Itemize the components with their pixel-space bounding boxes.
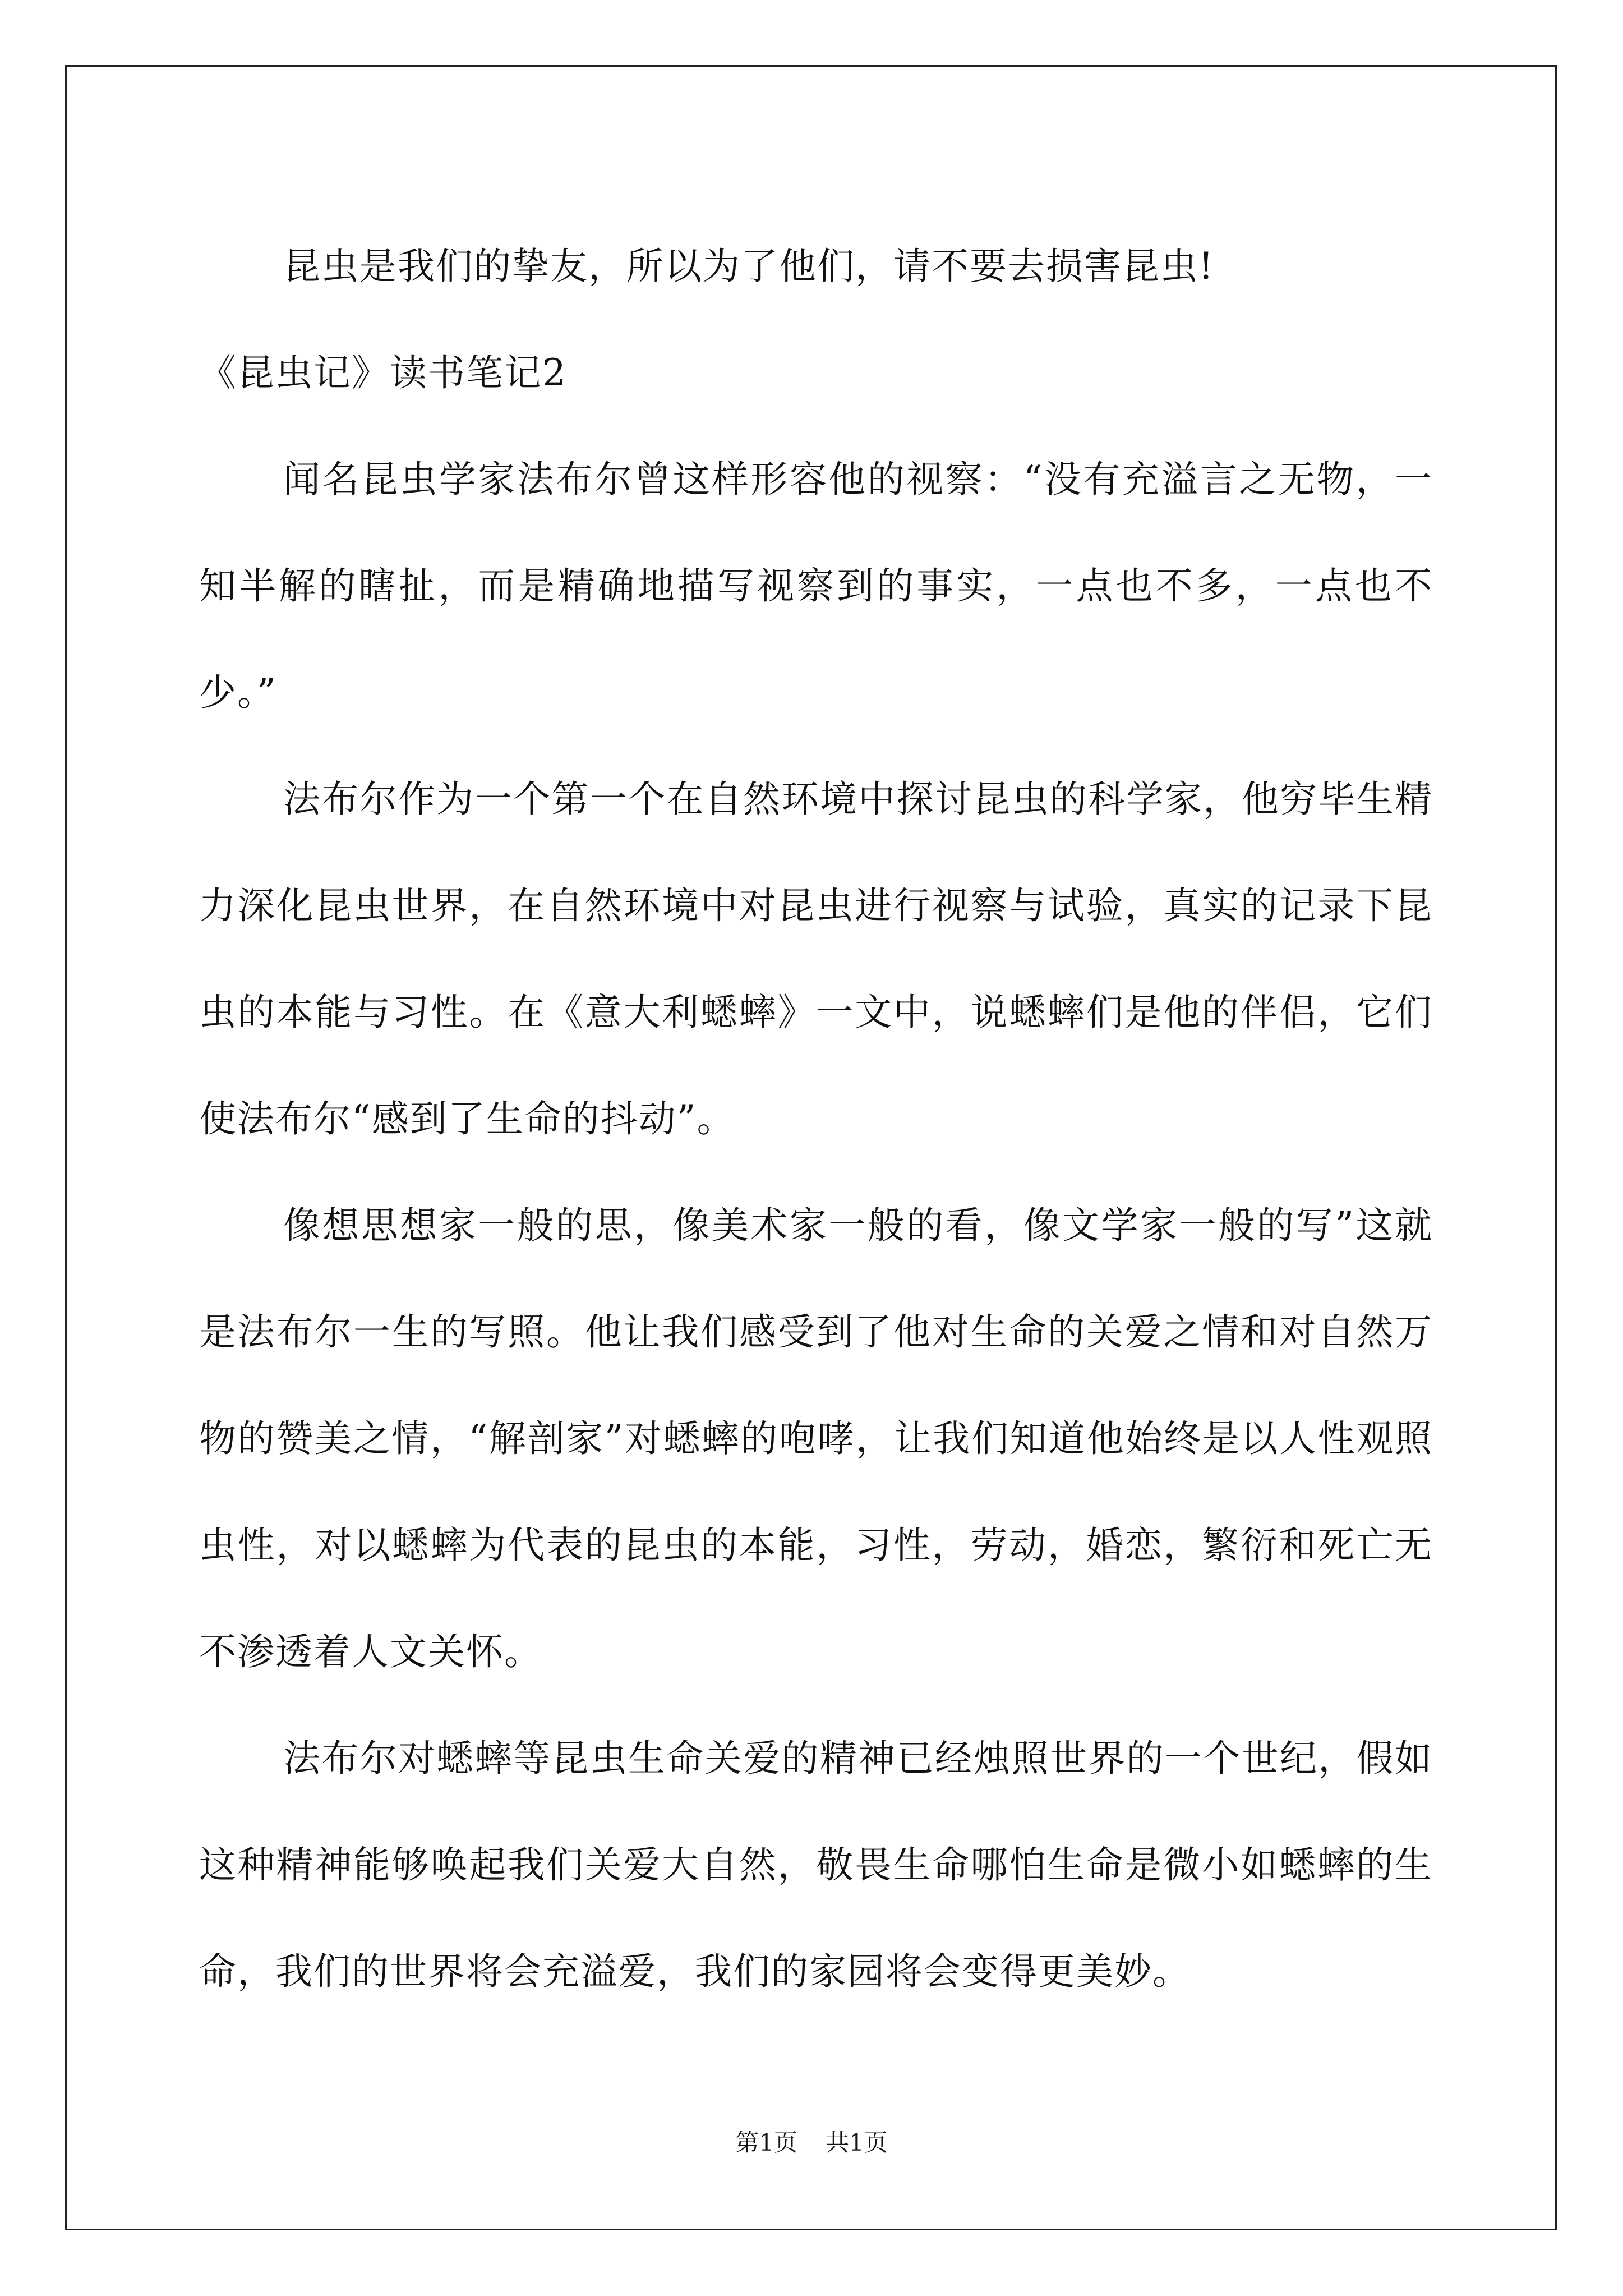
page-number-total: 共1页 — [826, 2129, 888, 2156]
paragraph-fabre-quote: 闻名昆虫学家法布尔曾这样形容他的视察：“没有充溢言之无物，一知半解的瞎扯，而是精确地描写视察到的事实，一点也不多，一点也不少。” — [199, 458, 1433, 714]
paragraph-closing-remark: 昆虫是我们的挚友，所以为了他们，请不要去损害昆虫! — [283, 245, 1215, 288]
section-heading: 《昆虫记》读书笔记2 — [199, 351, 567, 394]
page-number-current: 第1页 — [735, 2129, 797, 2156]
page-footer — [0, 2126, 1623, 2160]
document-body — [199, 213, 1433, 2025]
paragraph-fabre-portrait: 像想思想家一般的思，像美术家一般的看，像文学家一般的写”这就是法布尔一生的写照。他让我们感受到了他对生命的关爱之情和对自然万物的赞美之情，“解剖家”对蟋蟀的咆哮，让我们知道他始终是以人性观照虫性，对以蟋蟀为代表的昆虫的本能，习性，劳动，婚恋，繁衍和死亡无不渗透着人文关怀。 — [199, 1204, 1433, 1673]
paragraph-fabre-legacy: 法布尔对蟋蟀等昆虫生命关爱的精神已经烛照世界的一个世纪，假如这种精神能够唤起我们关爱大自然，敬畏生命哪怕生命是微小如蟋蟀的生命，我们的世界将会充溢爱，我们的家园将会变得更美妙。 — [199, 1737, 1433, 1993]
paragraph-fabre-research: 法布尔作为一个第一个在自然环境中探讨昆虫的科学家，他穷毕生精力深化昆虫世界，在自然环境中对昆虫进行视察与试验，真实的记录下昆虫的本能与习性。在《意大利蟋蟀》一文中，说蟋蟀们是他的伴侣，它们使法布尔“感到了生命的抖动”。 — [199, 777, 1433, 1140]
